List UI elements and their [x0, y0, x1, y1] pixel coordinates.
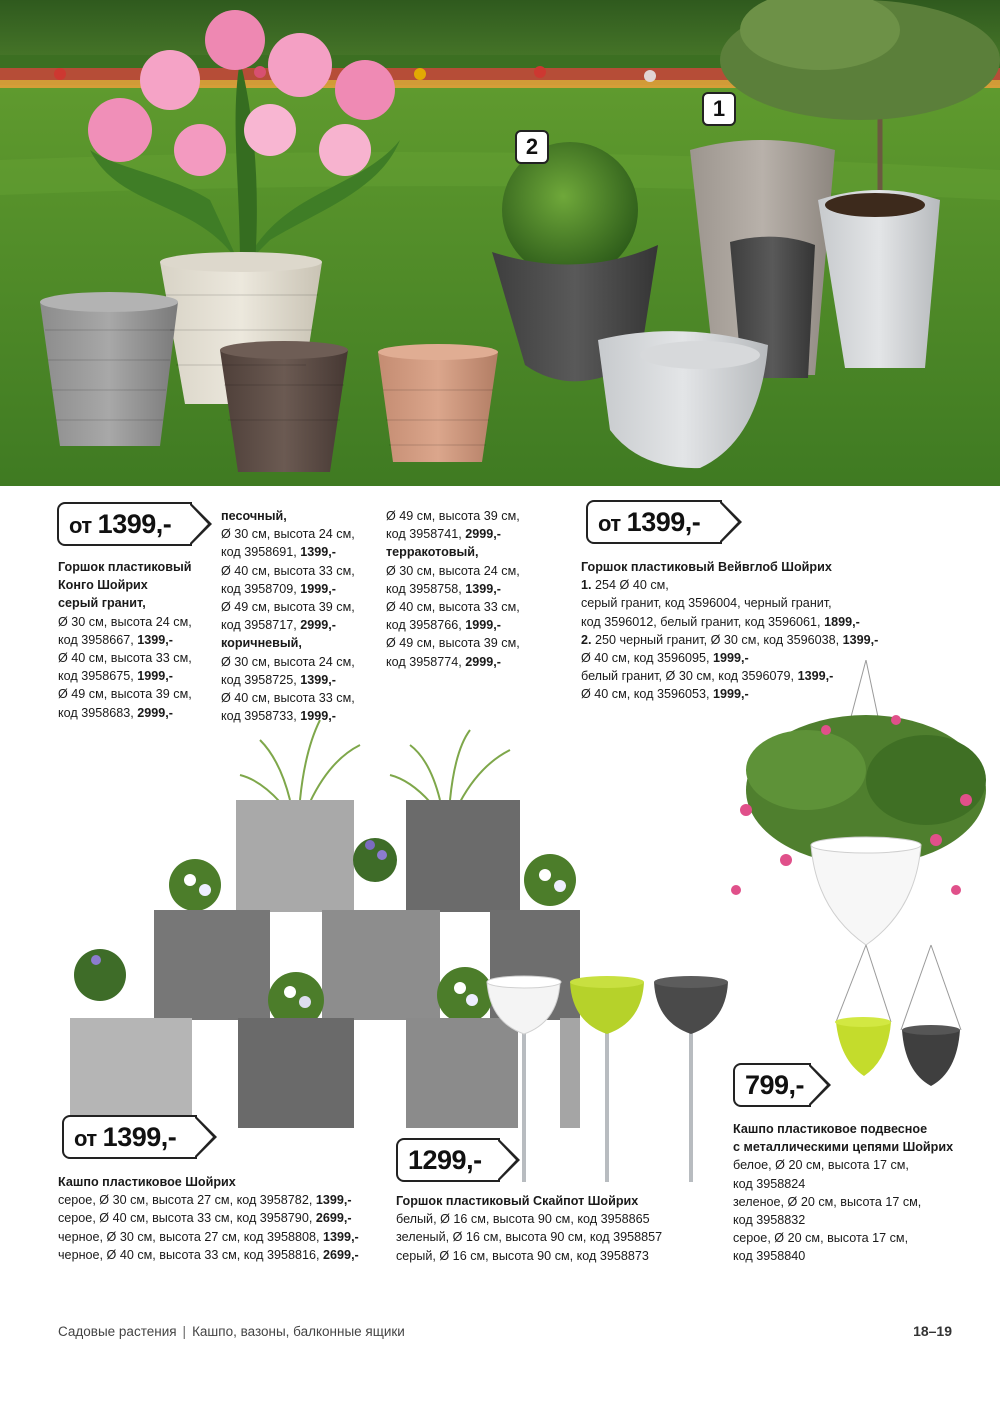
congo-description-col3	[386, 507, 520, 671]
text-line	[386, 562, 520, 580]
text-line	[386, 507, 520, 525]
line-text: зеленый, Ø 16 см, высота 90 см, код 3958857	[396, 1230, 663, 1245]
line-text: Ø 40 см, высота 33 см,	[221, 563, 355, 578]
hanging-planter-illustration	[706, 660, 1000, 1090]
line-text: Ø 40 см, высота 33 см,	[221, 691, 355, 706]
text-line	[386, 616, 520, 634]
skypot-description	[396, 1192, 662, 1265]
marker-2-badge: 2	[515, 130, 549, 164]
text-line	[581, 576, 878, 594]
hero-photo	[0, 0, 1000, 486]
line-text: 250 черный гранит, Ø 30 см, код 3596038,	[591, 632, 843, 647]
line-price: 1399,-	[137, 632, 173, 647]
text-line	[58, 1246, 359, 1264]
price-value: 1399,-	[626, 507, 701, 537]
line-text: белый гранит, Ø 30 см, код 3596079,	[581, 669, 798, 684]
marker-1-badge: 1	[702, 92, 736, 126]
line-text: Ø 40 см, высота 33 см,	[386, 600, 520, 615]
item-number: 2.	[581, 632, 592, 647]
text-line	[733, 1193, 953, 1211]
text-line	[733, 1247, 953, 1265]
price-value: 1399,-	[97, 509, 172, 539]
line-text: серое, Ø 20 см, высота 17 см,	[733, 1231, 909, 1246]
line-text: терракотовый,	[386, 545, 479, 560]
text-line	[221, 543, 355, 561]
skypot-photo	[484, 972, 734, 1182]
line-text: белый, Ø 16 см, высота 90 см, код 3958865	[396, 1212, 650, 1227]
text-line	[386, 543, 520, 561]
text-line	[58, 613, 192, 631]
skypot-price-tag	[396, 1138, 500, 1182]
price-prefix: от	[74, 1126, 97, 1151]
line-text: Ø 40 см, код 3596095,	[581, 651, 714, 666]
line-text: код 3958766,	[386, 618, 466, 633]
text-line	[733, 1175, 953, 1193]
hanging-description	[733, 1120, 953, 1266]
skypot-illustration	[484, 972, 734, 1182]
text-line	[733, 1156, 953, 1174]
line-text: Ø 30 см, высота 24 см,	[386, 563, 520, 578]
line-text: код 3958683,	[58, 705, 138, 720]
text-line	[221, 507, 355, 525]
congo-price-tag	[57, 502, 192, 546]
line-text: код 3958725,	[221, 672, 301, 687]
line-text: коричневый,	[221, 636, 302, 651]
line-text: Ø 49 см, высота 39 см,	[386, 509, 520, 523]
text-line	[733, 1120, 953, 1138]
text-line	[221, 634, 355, 652]
line-price: 1399,-	[465, 581, 501, 596]
line-text: код 3958667,	[58, 632, 138, 647]
line-price: 1999,-	[713, 651, 749, 666]
page-footer	[58, 1324, 405, 1339]
line-price: 1999,-	[465, 618, 501, 633]
text-line	[396, 1228, 662, 1246]
hanging-planter-photo	[706, 660, 1000, 1090]
text-line	[221, 671, 355, 689]
text-line	[58, 1173, 359, 1191]
text-line	[221, 580, 355, 598]
text-line	[221, 562, 355, 580]
line-price: 2999,-	[137, 705, 173, 720]
line-text: с металлическими цепями Шойрих	[733, 1140, 954, 1155]
footer-section: Садовые растения	[58, 1324, 177, 1339]
line-text: черное, Ø 40 см, высота 33 см, код 3958816,	[58, 1247, 324, 1262]
line-price: 1899,-	[824, 614, 860, 629]
price-value: 1299,-	[408, 1145, 482, 1175]
line-text: код 3958733,	[221, 709, 301, 724]
text-line	[733, 1229, 953, 1247]
line-text: Кашпо пластиковое подвесное	[733, 1122, 928, 1136]
text-line	[733, 1138, 953, 1156]
text-line	[221, 653, 355, 671]
line-text: серый, Ø 16 см, высота 90 см, код 3958873	[396, 1248, 649, 1263]
line-text: черное, Ø 30 см, высота 27 см, код 3958808,	[58, 1229, 324, 1244]
text-line	[396, 1210, 662, 1228]
text-line	[58, 1228, 359, 1246]
line-text: Ø 49 см, высота 39 см,	[58, 687, 192, 702]
text-line	[581, 594, 878, 612]
text-line	[221, 525, 355, 543]
line-text: серый гранит, код 3596004, черный гранит,	[581, 596, 832, 611]
text-line	[733, 1211, 953, 1229]
line-text: код 3596012, белый гранит, код 3596061,	[581, 614, 825, 629]
line-text: Кашпо пластиковое Шойрих	[58, 1175, 236, 1189]
text-line	[386, 598, 520, 616]
price-value: 1399,-	[102, 1122, 177, 1152]
line-text: 254 Ø 40 см,	[591, 578, 669, 593]
line-text: код 3958840	[733, 1249, 806, 1264]
text-line	[58, 649, 192, 667]
line-price: 1999,-	[137, 669, 173, 684]
text-line	[58, 631, 192, 649]
line-text: код 3958741,	[386, 527, 466, 542]
text-line	[58, 558, 192, 576]
line-text: серое, Ø 40 см, высота 33 см, код 3958790,	[58, 1211, 316, 1226]
line-text: код 3958709,	[221, 581, 301, 596]
congo-description-col2	[221, 507, 355, 725]
text-line	[221, 689, 355, 707]
line-text: зеленое, Ø 20 см, высота 17 см,	[733, 1194, 922, 1209]
text-line	[58, 576, 192, 594]
line-price: 1399,-	[300, 545, 336, 560]
text-line	[396, 1192, 662, 1210]
price-value: 799,-	[745, 1070, 805, 1100]
line-text: код 3958824	[733, 1176, 806, 1191]
line-text: код 3958758,	[386, 581, 466, 596]
price-prefix: от	[69, 513, 92, 538]
weyglob-price-tag	[586, 500, 722, 544]
line-price: 1399,-	[842, 632, 879, 647]
line-text: код 3958691,	[221, 545, 301, 560]
congo-description-col1	[58, 558, 192, 722]
text-line	[386, 580, 520, 598]
footer-separator: |	[182, 1324, 187, 1339]
price-prefix: от	[598, 511, 621, 536]
line-price: 1999,-	[300, 709, 336, 724]
text-line	[58, 1209, 359, 1227]
line-text: серое, Ø 30 см, высота 27 см, код 3958782,	[58, 1193, 316, 1208]
footer-subsection: Кашпо, вазоны, балконные ящики	[192, 1324, 405, 1339]
line-price: 2999,-	[300, 618, 336, 633]
line-text: песочный,	[221, 509, 287, 523]
hanging-price-tag	[733, 1063, 811, 1107]
item-number: 1.	[581, 578, 592, 593]
line-price: 2999,-	[465, 654, 501, 669]
line-price: 1399,-	[315, 1193, 352, 1208]
text-line	[581, 613, 878, 631]
line-text: Ø 49 см, высота 39 см,	[386, 636, 520, 651]
line-text: Горшок пластиковый Вейвглоб Шойрих	[581, 560, 832, 574]
line-text: Горшок пластиковый	[58, 560, 192, 574]
line-text: Конго Шойрих	[58, 578, 148, 593]
text-line	[386, 525, 520, 543]
text-line	[386, 634, 520, 652]
text-line	[58, 1191, 359, 1209]
line-text: Ø 40 см, код 3596053,	[581, 687, 714, 702]
line-text: Ø 30 см, высота 24 см,	[58, 614, 192, 629]
text-line	[221, 616, 355, 634]
line-text: белое, Ø 20 см, высота 17 см,	[733, 1158, 909, 1173]
text-line	[221, 598, 355, 616]
line-text: Ø 30 см, высота 24 см,	[221, 654, 355, 669]
line-text: код 3958774,	[386, 654, 466, 669]
line-text: код 3958675,	[58, 669, 138, 684]
text-line	[396, 1247, 662, 1265]
line-price: 2999,-	[465, 527, 501, 542]
line-price: 1999,-	[300, 581, 336, 596]
line-text: Ø 49 см, высота 39 см,	[221, 600, 355, 615]
text-line	[58, 667, 192, 685]
text-line	[581, 631, 878, 649]
line-text: серый гранит,	[58, 596, 146, 611]
cube-price-tag	[62, 1115, 197, 1159]
line-text: Ø 40 см, высота 33 см,	[58, 651, 192, 666]
line-price: 1999,-	[713, 687, 749, 702]
text-line	[386, 653, 520, 671]
text-line	[581, 558, 878, 576]
line-text: код 3958832	[733, 1213, 806, 1228]
line-price: 1399,-	[797, 669, 834, 684]
text-line	[58, 685, 192, 703]
line-text: Ø 30 см, высота 24 см,	[221, 527, 355, 542]
cube-description	[58, 1173, 359, 1264]
line-text: Горшок пластиковый Скайпот Шойрих	[396, 1194, 639, 1208]
line-price: 1399,-	[323, 1229, 359, 1244]
text-line	[58, 594, 192, 612]
line-price: 2699,-	[315, 1211, 352, 1226]
line-price: 2699,-	[323, 1247, 359, 1262]
garden-scene-illustration	[0, 0, 1000, 486]
line-price: 1399,-	[300, 672, 336, 687]
page-number: 18–19	[913, 1323, 952, 1339]
line-text: код 3958717,	[221, 618, 301, 633]
